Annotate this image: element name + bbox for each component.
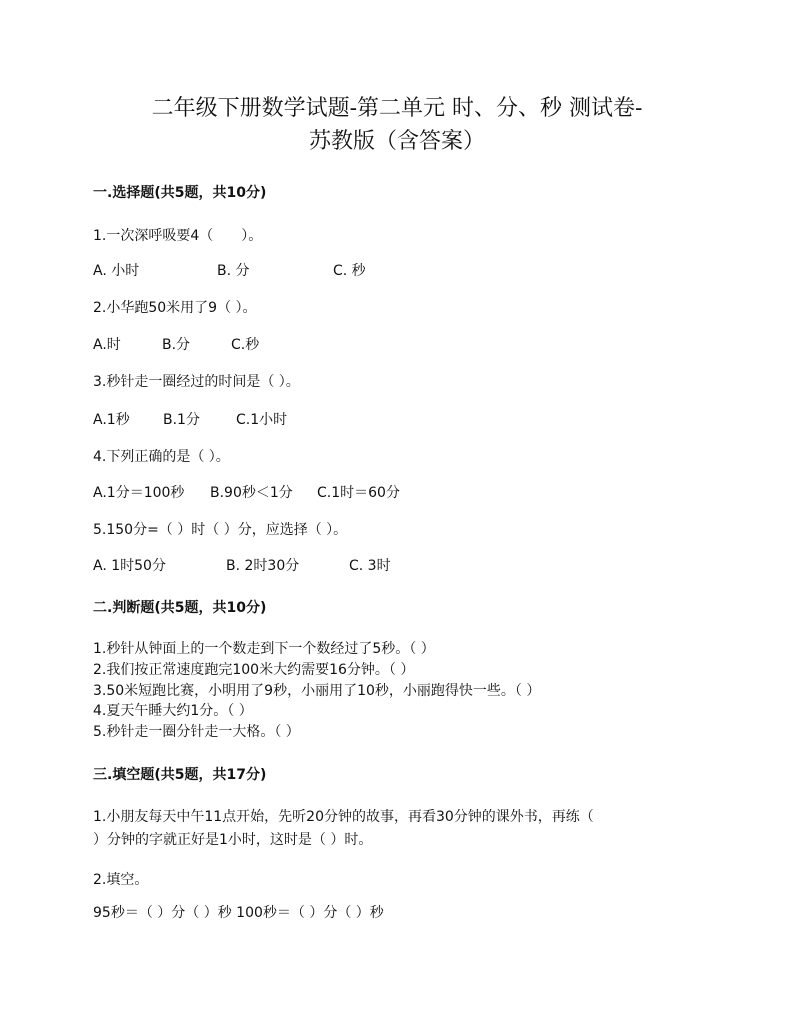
judgement-item-3: 3.50米短跑比赛，小明用了9秒，小丽用了10秒，小丽跑得快一些。（ ） — [93, 683, 541, 699]
option-1c: C. 秒 — [333, 263, 366, 279]
question-1: 1.一次深呼吸要4（ ）。 — [93, 228, 263, 244]
fill-item-1-line2: ）分钟的字就正好是1小时，这时是（ ）时。 — [93, 832, 373, 848]
fill-item-2: 2.填空。 — [93, 872, 149, 888]
option-5b: B. 2时30分 — [226, 558, 300, 574]
judgement-item-1: 1.秒针从钟面上的一个数走到下一个数经过了5秒。（ ） — [93, 641, 435, 657]
option-1a: A. 小时 — [93, 263, 140, 279]
option-2a: A.时 — [93, 337, 121, 353]
option-3a: A.1秒 — [93, 412, 130, 428]
question-4: 4.下列正确的是（ ）。 — [93, 449, 230, 465]
fill-item-1-line1: 1.小朋友每天中午11点开始，先听20分钟的故事，再看30分钟的课外书，再练（ — [93, 809, 594, 825]
question-2: 2.小华跑50米用了9（ ）。 — [93, 300, 257, 316]
question-3: 3.秒针走一圈经过的时间是（ ）。 — [93, 374, 300, 390]
section-heading-fill: 三.填空题(共5题，共17分) — [93, 767, 267, 783]
option-3c: C.1小时 — [236, 412, 288, 428]
judgement-item-4: 4.夏天午睡大约1分。（ ） — [93, 703, 253, 719]
option-2b: B.分 — [162, 337, 191, 353]
judgement-item-2: 2.我们按正常速度跑完100米大约需要16分钟。（ ） — [93, 662, 415, 678]
question-5: 5.150分=（ ）时（ ）分，应选择（ ）。 — [93, 522, 348, 538]
section-heading-judgement: 二.判断题(共5题，共10分) — [93, 600, 267, 616]
section-heading-choice: 一.选择题(共5题，共10分) — [93, 185, 267, 201]
option-3b: B.1分 — [163, 412, 200, 428]
option-2c: C.秒 — [231, 337, 260, 353]
page-title-line1: 二年级下册数学试题-第二单元 时、分、秒 测试卷- — [151, 96, 643, 121]
judgement-item-5: 5.秒针走一圈分针走一大格。（ ） — [93, 724, 300, 740]
option-4a: A.1分＝100秒 — [93, 485, 185, 501]
option-5c: C. 3时 — [349, 558, 391, 574]
option-4c: C.1时＝60分 — [317, 485, 400, 501]
fill-item-2-content: 95秒＝（ ）分（ ）秒 100秒＝（ ）分（ ）秒 — [93, 905, 384, 921]
option-4b: B.90秒＜1分 — [210, 485, 293, 501]
option-5a: A. 1时50分 — [93, 558, 166, 574]
option-1b: B. 分 — [217, 263, 250, 279]
page-title-line2: 苏教版（含答案） — [308, 129, 485, 154]
